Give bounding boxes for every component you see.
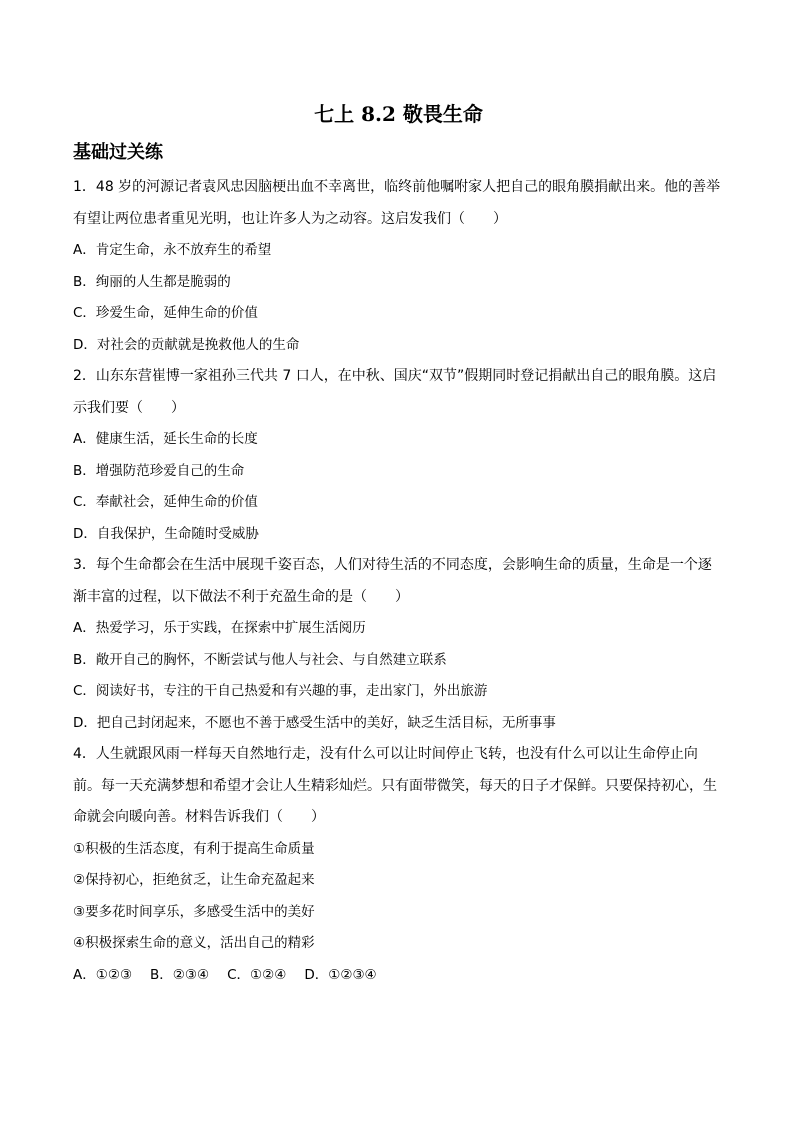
question-stem: 2．山东东营崔博一家祖孙三代共 7 口人，在中秋、国庆“双节”假期同时登记捐献出自己的眼角膜。这启示我们要（ ）: [73, 368, 717, 416]
question-1: [73, 172, 724, 361]
option-c: C．奉献社会，延伸生命的价值: [73, 494, 258, 510]
option-c: C．珍爱生命，延伸生命的价值: [73, 305, 258, 321]
choice-d: D．①②③④: [304, 966, 377, 983]
option-b: B．敞开自己的胸怀，不断尝试与他人与社会、与自然建立联系: [73, 651, 447, 668]
choice-a: A．①②③: [73, 966, 133, 983]
option-a: A．热爱学习，乐于实践，在探索中扩展生活阅历: [73, 620, 366, 636]
choice-b: B．②③④: [150, 966, 210, 983]
question-stem: 4．人生就跟风雨一样每天自然地行走，没有什么可以让时间停止飞转，也没有什么可以让生命停止向前。每一天充满梦想和希望才会让人生精彩灿烂。只有面带微笑，每天的日子才保鲜。只要保持初心，生命就会向暖向善。材料告诉我们（ ）: [73, 746, 717, 825]
question-stem: 3．每个生命都会在生活中展现千姿百态，人们对待生活的不同态度，会影响生命的质量，生命是一个逐渐丰富的过程，以下做法不利于充盈生命的是（ ）: [73, 557, 712, 605]
statement-1: ①积极的生活态度，有利于提高生命质量: [73, 840, 315, 857]
question-3: [73, 550, 724, 739]
document-title: 七上 8.2 敬畏生命: [314, 102, 483, 126]
statement-3: ③要多花时间享乐，多感受生活中的美好: [73, 903, 315, 920]
option-c: C．阅读好书，专注的干自己热爱和有兴趣的事，走出家门，外出旅游: [73, 683, 488, 699]
statement-4: ④积极探索生命的意义，活出自己的精彩: [73, 935, 315, 951]
option-d: D．把自己封闭起来，不愿也不善于感受生活中的美好，缺乏生活目标，无所事事: [73, 714, 556, 731]
option-a: A．健康生活，延长生命的长度: [73, 431, 258, 447]
choice-c: C．①②④: [227, 966, 287, 983]
option-d: D．自我保护，生命随时受威胁: [73, 525, 259, 542]
question-stem: 1．48 岁的河源记者袁风忠因脑梗出血不幸离世，临终前他嘱咐家人把自己的眼角膜捐献出来。他的善举有望让两位患者重见光明，也让许多人为之动容。这启发我们（ ）: [73, 179, 721, 227]
option-a: A．肯定生命，永不放弃生的希望: [73, 242, 272, 258]
option-d: D．对社会的贡献就是挽救他人的生命: [73, 336, 300, 353]
option-b: B．绚丽的人生都是脆弱的: [73, 273, 231, 290]
section-title: 基础过关练: [73, 142, 163, 163]
question-4: [73, 739, 724, 991]
option-b: B．增强防范珍爱自己的生命: [73, 462, 245, 479]
statement-2: ②保持初心，拒绝贫乏，让生命充盈起来: [73, 872, 315, 888]
answer-choices: [73, 960, 724, 992]
question-2: [73, 361, 724, 550]
